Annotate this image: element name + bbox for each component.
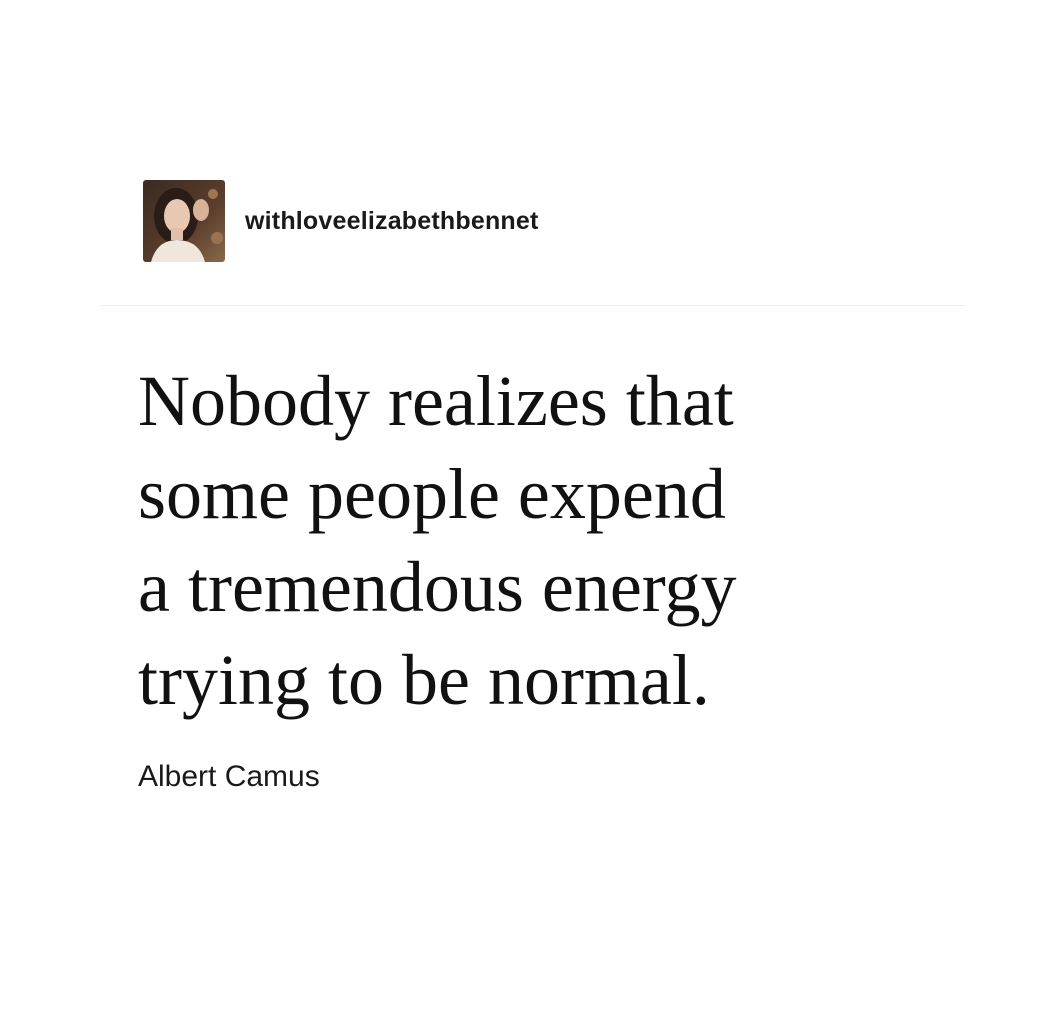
post-header — [143, 180, 539, 262]
header-divider — [100, 305, 966, 306]
username-link[interactable]: withloveelizabethbennet — [245, 206, 539, 235]
quote-attribution: Albert Camus — [138, 760, 320, 793]
quote-text — [138, 355, 938, 727]
quote-line: some people expend — [138, 454, 726, 534]
quote-line: trying to be normal. — [138, 640, 710, 720]
avatar[interactable] — [143, 180, 225, 262]
quote-line: Nobody realizes that — [138, 361, 734, 441]
portrait-avatar-icon — [143, 180, 225, 262]
quote-line: a tremendous energy — [138, 547, 737, 627]
